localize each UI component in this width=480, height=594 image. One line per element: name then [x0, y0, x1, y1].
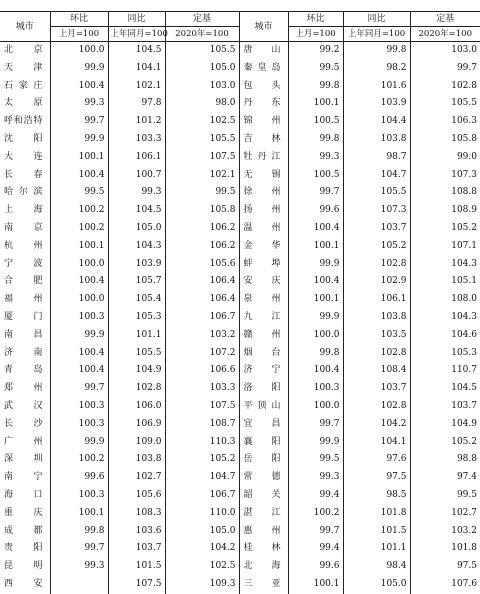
city-name: 呼和浩特: [0, 113, 50, 131]
yoy-value: 104.1: [108, 60, 165, 78]
yoy-value: 103.9: [108, 256, 165, 274]
city-name: 秦皇岛: [239, 60, 288, 78]
table-row: [0, 113, 480, 131]
fixed-base-value: 110.0: [165, 505, 239, 523]
yoy-value: 105.6: [108, 487, 165, 505]
mom-value: 100.1: [50, 505, 108, 523]
city-name: 天 津: [0, 60, 50, 78]
city-name: 太 原: [0, 95, 50, 113]
table-row: [0, 576, 480, 594]
fixed-base-value: 104.5: [410, 380, 480, 398]
mom-value: 100.1: [50, 238, 108, 256]
city-name: 西 安: [0, 576, 50, 594]
city-name: 武 汉: [0, 398, 50, 416]
mom-value: 99.5: [288, 60, 343, 78]
table-row: [0, 184, 480, 202]
city-name: 南 宁: [0, 469, 50, 487]
city-name: 上 海: [0, 202, 50, 220]
fixed-base-value: 108.8: [410, 184, 480, 202]
city-name: 扬 州: [239, 202, 288, 220]
mom-value: 99.6: [50, 469, 108, 487]
table-row: [0, 95, 480, 113]
mom-value: 100.2: [50, 202, 108, 220]
mom-value: 100.2: [50, 451, 108, 469]
fixed-base-value: 104.3: [410, 256, 480, 274]
city-name: 丹 东: [239, 95, 288, 113]
mom-value: 99.7: [288, 416, 343, 434]
fixed-base-value: 107.5: [165, 149, 239, 167]
city-name: 南 昌: [0, 327, 50, 345]
yoy-value: 105.3: [108, 309, 165, 327]
fixed-base-value: 105.5: [165, 131, 239, 149]
mom-value: 99.6: [288, 202, 343, 220]
mom-value: 100.4: [50, 167, 108, 185]
fixed-base-value: 102.7: [410, 505, 480, 523]
yoy-value: 101.8: [343, 505, 410, 523]
fixed-base-value: 105.2: [410, 434, 480, 452]
city-name: 惠 州: [239, 523, 288, 541]
mom-value: [50, 576, 108, 594]
yoy-value: 99.8: [343, 42, 410, 60]
table-row: [0, 78, 480, 96]
city-name: 徐 州: [239, 184, 288, 202]
yoy-value: 103.8: [343, 309, 410, 327]
mom-value: 99.4: [288, 540, 343, 558]
city-name: 青 岛: [0, 362, 50, 380]
mom-value: 99.8: [288, 345, 343, 363]
city-name: 洛 阳: [239, 380, 288, 398]
yoy-value: 102.8: [343, 398, 410, 416]
yoy-value: 106.1: [108, 149, 165, 167]
city-column-header: 城市: [239, 12, 288, 42]
yoy-value: 97.6: [343, 451, 410, 469]
city-name: 大 连: [0, 149, 50, 167]
mom-value: 100.3: [288, 380, 343, 398]
mom-value: 99.7: [288, 523, 343, 541]
city-name: 无 锡: [239, 167, 288, 185]
fixed-base-value: 103.2: [165, 327, 239, 345]
yoy-column-header: 同比: [343, 12, 410, 27]
yoy-value: 103.8: [108, 451, 165, 469]
yoy-value: 104.5: [108, 42, 165, 60]
fixed-base-value: 103.0: [410, 42, 480, 60]
yoy-value: 105.4: [108, 291, 165, 309]
yoy-value: 105.5: [343, 184, 410, 202]
city-name: 济 宁: [239, 362, 288, 380]
city-name: 郑 州: [0, 380, 50, 398]
city-name: 贵 阳: [0, 540, 50, 558]
yoy-value: 104.4: [343, 113, 410, 131]
fixed-base-value: 102.1: [165, 167, 239, 185]
city-name: 哈尔滨: [0, 184, 50, 202]
city-name: 唐 山: [239, 42, 288, 60]
fixed-base-value: 107.6: [410, 576, 480, 594]
fixed-base-value: 97.5: [410, 558, 480, 576]
mom-value: 99.8: [50, 523, 108, 541]
yoy-value: 99.3: [108, 184, 165, 202]
mom-value: 99.9: [50, 327, 108, 345]
mom-value: 100.0: [288, 327, 343, 345]
mom-value: 100.0: [50, 291, 108, 309]
mom-value: 100.4: [288, 273, 343, 291]
fixed-base-value: 106.7: [165, 309, 239, 327]
city-name: 南 京: [0, 220, 50, 238]
table-row: [0, 487, 480, 505]
yoy-value: 103.8: [343, 131, 410, 149]
city-name: 平顶山: [239, 398, 288, 416]
mom-value: 100.1: [50, 149, 108, 167]
fixed-base-value: 97.4: [410, 469, 480, 487]
mom-value: 100.3: [50, 487, 108, 505]
fixed-base-value: 104.6: [410, 327, 480, 345]
fixed-base-value: 108.9: [410, 202, 480, 220]
mom-value: 100.2: [50, 220, 108, 238]
mom-base-label: 上月=100: [288, 27, 343, 42]
mom-value: 100.4: [50, 273, 108, 291]
yoy-value: 98.7: [343, 149, 410, 167]
table-row: [0, 398, 480, 416]
yoy-base-label: 上年同月=100: [343, 27, 410, 42]
table-row: [0, 42, 480, 60]
mom-value: 99.6: [288, 558, 343, 576]
mom-value: 99.4: [288, 487, 343, 505]
fixed-base-label: 2020年=100: [410, 27, 480, 42]
table-row: [0, 238, 480, 256]
city-name: 深 圳: [0, 451, 50, 469]
yoy-value: 102.1: [108, 78, 165, 96]
city-name: 宁 波: [0, 256, 50, 274]
fixed-base-value: 102.5: [165, 558, 239, 576]
table-row: [0, 256, 480, 274]
yoy-value: 101.1: [343, 540, 410, 558]
city-name: 岳 阳: [239, 451, 288, 469]
mom-value: 99.7: [288, 184, 343, 202]
fixed-base-value: 105.5: [410, 95, 480, 113]
city-name: 宜 昌: [239, 416, 288, 434]
fixed-base-value: 105.3: [410, 345, 480, 363]
table-header: [0, 12, 480, 42]
yoy-value: 103.5: [343, 327, 410, 345]
mom-value: 100.1: [288, 95, 343, 113]
yoy-value: 108.4: [343, 362, 410, 380]
yoy-value: 109.0: [108, 434, 165, 452]
table-body: [0, 42, 480, 594]
city-name: 金 华: [239, 238, 288, 256]
yoy-value: 102.8: [108, 380, 165, 398]
table-row: [0, 309, 480, 327]
table-row: [0, 540, 480, 558]
yoy-value: 104.9: [108, 362, 165, 380]
yoy-value: 106.1: [343, 291, 410, 309]
mom-value: 100.4: [288, 362, 343, 380]
fixed-base-value: 98.8: [410, 451, 480, 469]
mom-value: 99.3: [50, 558, 108, 576]
fixed-base-value: 106.3: [410, 113, 480, 131]
city-name: 九 江: [239, 309, 288, 327]
mom-value: 99.5: [50, 184, 108, 202]
city-name: 吉 林: [239, 131, 288, 149]
fixed-base-value: 106.7: [165, 487, 239, 505]
mom-column-header: 环比: [288, 12, 343, 27]
mom-value: 100.3: [50, 416, 108, 434]
fixed-base-value: 107.2: [165, 345, 239, 363]
mom-value: 100.4: [50, 345, 108, 363]
mom-value: 99.7: [50, 540, 108, 558]
mom-value: 100.4: [50, 78, 108, 96]
fixed-base-value: 105.1: [410, 273, 480, 291]
fixed-base-value: 103.0: [165, 78, 239, 96]
yoy-base-label: 上年同月=100: [108, 27, 165, 42]
fixed-base-value: 103.2: [410, 523, 480, 541]
mom-value: 100.1: [288, 238, 343, 256]
mom-value: 99.8: [288, 131, 343, 149]
yoy-value: 102.7: [108, 469, 165, 487]
city-name: 济 南: [0, 345, 50, 363]
yoy-value: 107.5: [108, 576, 165, 594]
city-name: 湛 江: [239, 505, 288, 523]
fixed-base-value: 104.2: [165, 540, 239, 558]
mom-value: 99.9: [50, 60, 108, 78]
fixed-base-value: 106.4: [165, 273, 239, 291]
fixed-base-value: 104.7: [165, 469, 239, 487]
city-name: 泉 州: [239, 291, 288, 309]
table-row: [0, 434, 480, 452]
fixed-base-value: 109.3: [165, 576, 239, 594]
city-name: 合 肥: [0, 273, 50, 291]
fixed-base-value: 106.2: [165, 220, 239, 238]
table-row: [0, 202, 480, 220]
fixed-base-value: 99.7: [410, 60, 480, 78]
table-row: [0, 291, 480, 309]
fixed-base-value: 108.7: [165, 416, 239, 434]
mom-value: 100.0: [288, 398, 343, 416]
city-name: 北 海: [239, 558, 288, 576]
city-name: 三 亚: [239, 576, 288, 594]
fixed-base-value: 99.5: [410, 487, 480, 505]
fixed-base-value: 108.0: [410, 291, 480, 309]
mom-value: 99.7: [50, 380, 108, 398]
table-row: [0, 451, 480, 469]
fixed-base-value: 102.5: [165, 113, 239, 131]
city-name: 成 都: [0, 523, 50, 541]
fixed-base-value: 106.6: [165, 362, 239, 380]
table-row: [0, 362, 480, 380]
yoy-value: 104.3: [108, 238, 165, 256]
mom-value: 99.5: [288, 451, 343, 469]
table-row: [0, 523, 480, 541]
city-column-header: 城市: [0, 12, 50, 42]
city-name: 温 州: [239, 220, 288, 238]
fixed-base-value: 101.8: [410, 540, 480, 558]
fixed-base-value: 105.6: [165, 256, 239, 274]
table-row: [0, 131, 480, 149]
fixed-base-value: 98.0: [165, 95, 239, 113]
yoy-value: 103.9: [343, 95, 410, 113]
city-name: 烟 台: [239, 345, 288, 363]
fixed-base-value: 105.8: [165, 202, 239, 220]
yoy-value: 106.9: [108, 416, 165, 434]
city-name: 韶 关: [239, 487, 288, 505]
fixed-base-value: 99.0: [410, 149, 480, 167]
table-row: [0, 416, 480, 434]
yoy-value: 103.7: [108, 540, 165, 558]
mom-value: 99.9: [288, 256, 343, 274]
fixed-base-value: 102.8: [410, 78, 480, 96]
yoy-value: 101.1: [108, 327, 165, 345]
fixed-base-value: 103.7: [410, 398, 480, 416]
city-name: 常 德: [239, 469, 288, 487]
yoy-value: 102.8: [343, 256, 410, 274]
yoy-value: 108.3: [108, 505, 165, 523]
yoy-value: 101.5: [343, 523, 410, 541]
city-name: 海 口: [0, 487, 50, 505]
yoy-value: 101.5: [108, 558, 165, 576]
mom-value: 99.9: [50, 131, 108, 149]
city-name: 广 州: [0, 434, 50, 452]
fixed-base-value: 99.5: [165, 184, 239, 202]
fixed-base-column-header: 定基: [410, 12, 480, 27]
fixed-base-value: 106.2: [165, 238, 239, 256]
city-name: 锦 州: [239, 113, 288, 131]
yoy-value: 101.6: [343, 78, 410, 96]
fixed-base-value: 105.0: [165, 60, 239, 78]
mom-value: 100.3: [50, 398, 108, 416]
city-name: 重 庆: [0, 505, 50, 523]
fixed-base-value: 107.3: [410, 167, 480, 185]
city-name: 赣 州: [239, 327, 288, 345]
fixed-base-label: 2020年=100: [165, 27, 239, 42]
mom-value: 99.3: [288, 469, 343, 487]
mom-value: 100.1: [288, 291, 343, 309]
city-name: 安 庆: [239, 273, 288, 291]
mom-value: 99.9: [50, 434, 108, 452]
fixed-base-value: 107.5: [165, 398, 239, 416]
yoy-value: 98.4: [343, 558, 410, 576]
yoy-value: 103.6: [108, 523, 165, 541]
table-row: [0, 558, 480, 576]
mom-column-header: 环比: [50, 12, 108, 27]
fixed-base-value: 105.8: [410, 131, 480, 149]
fixed-base-column-header: 定基: [165, 12, 239, 27]
yoy-value: 102.8: [343, 345, 410, 363]
fixed-base-value: 107.1: [410, 238, 480, 256]
city-name: 包 头: [239, 78, 288, 96]
city-name: 桂 林: [239, 540, 288, 558]
mom-value: 100.3: [50, 309, 108, 327]
yoy-value: 104.2: [343, 416, 410, 434]
yoy-value: 105.7: [108, 273, 165, 291]
yoy-value: 104.7: [343, 167, 410, 185]
yoy-value: 106.0: [108, 398, 165, 416]
table-row: [0, 469, 480, 487]
table-row: [0, 327, 480, 345]
city-name: 杭 州: [0, 238, 50, 256]
city-name: 厦 门: [0, 309, 50, 327]
city-name: 牡丹江: [239, 149, 288, 167]
mom-value: 100.4: [50, 362, 108, 380]
fixed-base-value: 103.3: [165, 380, 239, 398]
city-name: 长 春: [0, 167, 50, 185]
yoy-value: 103.3: [108, 131, 165, 149]
table-row: [0, 149, 480, 167]
table-row: [0, 273, 480, 291]
yoy-value: 105.2: [343, 238, 410, 256]
yoy-value: 102.9: [343, 273, 410, 291]
yoy-value: 105.0: [343, 576, 410, 594]
yoy-value: 97.8: [108, 95, 165, 113]
city-name: 石家庄: [0, 78, 50, 96]
table-row: [0, 505, 480, 523]
city-price-index-table: [0, 11, 480, 594]
yoy-value: 97.5: [343, 469, 410, 487]
mom-value: 99.3: [50, 95, 108, 113]
yoy-value: 105.0: [108, 220, 165, 238]
yoy-value: 107.3: [343, 202, 410, 220]
yoy-value: 104.1: [343, 434, 410, 452]
mom-value: 99.7: [50, 113, 108, 131]
mom-base-label: 上月=100: [50, 27, 108, 42]
fixed-base-value: 105.2: [410, 220, 480, 238]
fixed-base-value: 110.7: [410, 362, 480, 380]
mom-value: 100.0: [50, 256, 108, 274]
table-row: [0, 380, 480, 398]
fixed-base-value: 106.4: [165, 291, 239, 309]
mom-value: 99.3: [288, 149, 343, 167]
fixed-base-value: 105.5: [165, 42, 239, 60]
yoy-value: 103.7: [343, 220, 410, 238]
mom-value: 100.5: [288, 113, 343, 131]
yoy-value: 105.5: [108, 345, 165, 363]
mom-value: 99.2: [288, 42, 343, 60]
yoy-value: 103.7: [343, 380, 410, 398]
city-name: 北 京: [0, 42, 50, 60]
fixed-base-value: 105.2: [165, 451, 239, 469]
fixed-base-value: 105.0: [165, 523, 239, 541]
table-row: [0, 60, 480, 78]
city-name: 襄 阳: [239, 434, 288, 452]
city-name: 福 州: [0, 291, 50, 309]
mom-value: 100.1: [288, 576, 343, 594]
table-row: [0, 167, 480, 185]
mom-value: 100.2: [288, 505, 343, 523]
mom-value: 99.9: [288, 309, 343, 327]
mom-value: 99.8: [288, 78, 343, 96]
yoy-column-header: 同比: [108, 12, 165, 27]
yoy-value: 100.7: [108, 167, 165, 185]
city-name: 长 沙: [0, 416, 50, 434]
mom-value: 100.5: [288, 167, 343, 185]
yoy-value: 98.5: [343, 487, 410, 505]
yoy-value: 104.5: [108, 202, 165, 220]
mom-value: 100.4: [288, 220, 343, 238]
city-name: 昆 明: [0, 558, 50, 576]
yoy-value: 98.2: [343, 60, 410, 78]
city-name: 蚌 埠: [239, 256, 288, 274]
mom-value: 99.9: [288, 434, 343, 452]
mom-value: 100.0: [50, 42, 108, 60]
fixed-base-value: 104.9: [410, 416, 480, 434]
table-row: [0, 220, 480, 238]
city-name: 沈 阳: [0, 131, 50, 149]
yoy-value: 101.2: [108, 113, 165, 131]
fixed-base-value: 110.3: [165, 434, 239, 452]
fixed-base-value: 104.3: [410, 309, 480, 327]
table-row: [0, 345, 480, 363]
